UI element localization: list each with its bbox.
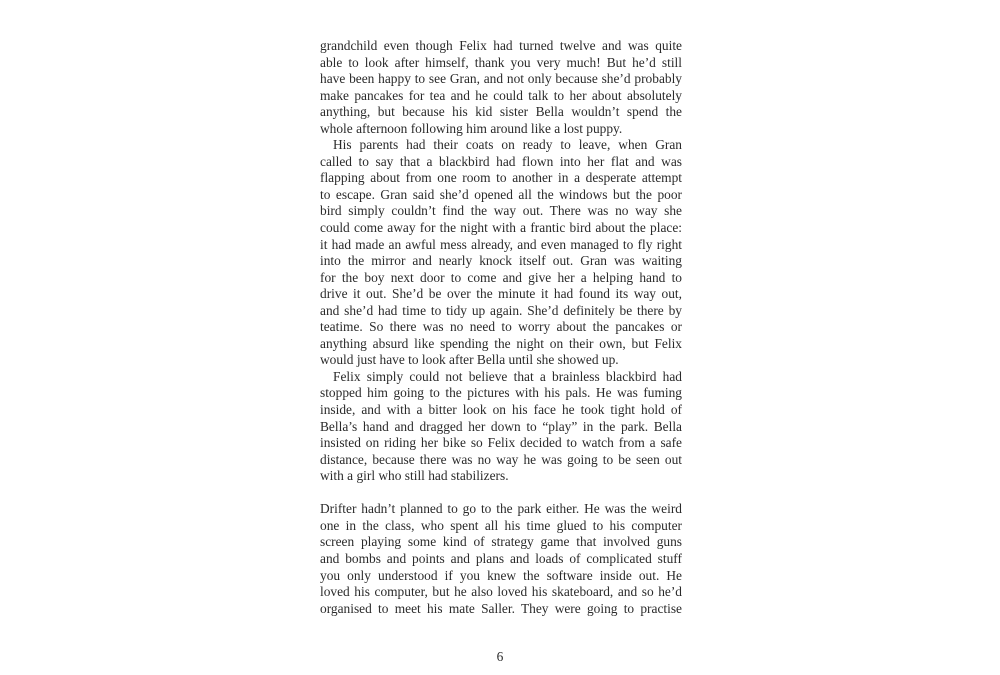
text-line: bird simply couldn’t find the way out. There was no way she: [320, 203, 682, 219]
text-line: you only understood if you knew the software inside out. He: [320, 567, 682, 583]
text-line: loved his computer, but he also loved his skateboard, and so he’d: [320, 584, 682, 600]
text-line: Drifter hadn’t planned to go to the park either. He was the weird: [320, 501, 682, 517]
text-line: inside, and with a bitter look on his face he took tight hold of: [320, 402, 682, 418]
text-line: His parents had their coats on ready to leave, when Gran: [333, 137, 682, 153]
paragraph: [320, 137, 682, 369]
page-number: 6: [496, 649, 504, 664]
text-line: teatime. So there was no need to worry about the pancakes or: [320, 319, 682, 335]
text-line: screen playing some kind of strategy game that involved guns: [320, 534, 682, 550]
section-break: [320, 485, 682, 502]
text-line: able to look after himself, thank you very much! But he’d still: [320, 54, 682, 70]
text-line: have been happy to see Gran, and not only because she’d probably: [320, 71, 682, 87]
paragraph: [320, 38, 682, 137]
text-line: organised to meet his mate Saller. They were going to practise: [320, 600, 682, 616]
text-line: distance, because there was no way he was going to be seen out: [320, 451, 682, 467]
text-line: with a girl who still had stabilizers.: [320, 468, 509, 484]
text-line: called to say that a blackbird had flown into her flat and was: [320, 153, 682, 169]
text-line: it had made an awful mess already, and even managed to fly right: [320, 236, 682, 252]
text-line: anything absurd like spending the night on their own, but Felix: [320, 335, 682, 351]
text-line: make pancakes for tea and he could talk to her about absolutely: [320, 87, 682, 103]
text-line: insisted on riding her bike so Felix decided to watch from a safe: [320, 435, 682, 451]
text-line: grandchild even though Felix had turned twelve and was quite: [320, 38, 682, 53]
text-line: would just have to look after Bella until she showed up.: [320, 352, 619, 368]
text-line: and bombs and points and plans and loads of complicated stuff: [320, 550, 682, 566]
text-line: flapping about from one room to another in a desperate attempt: [320, 170, 682, 186]
body-text: [320, 38, 682, 617]
text-line: Bella’s hand and dragged her down to “play” in the park. Bella: [320, 418, 682, 434]
text-line: drive it out. She’d be over the minute it had found its way out,: [320, 286, 682, 302]
text-line: whole afternoon following him around like a lost puppy.: [320, 120, 623, 136]
paragraph: [320, 501, 682, 617]
text-line: for the boy next door to come and give her a helping hand to: [320, 269, 682, 285]
paragraph: [320, 369, 682, 485]
text-line: to escape. Gran said she’d opened all the windows but the poor: [320, 186, 682, 202]
text-line: could come away for the night with a frantic bird about the place:: [320, 220, 682, 236]
text-line: into the mirror and nearly knock itself out. Gran was waiting: [320, 253, 682, 269]
text-line: Felix simply could not believe that a brainless blackbird had: [333, 368, 682, 384]
text-line: anything, but because his kid sister Bella wouldn’t spend the: [320, 104, 682, 120]
text-line: one in the class, who spent all his time glued to his computer: [320, 517, 682, 533]
text-line: and she’d had time to tidy up again. She’d definitely be there by: [320, 302, 682, 318]
text-line: stopped him going to the pictures with his pals. He was fuming: [320, 385, 682, 401]
